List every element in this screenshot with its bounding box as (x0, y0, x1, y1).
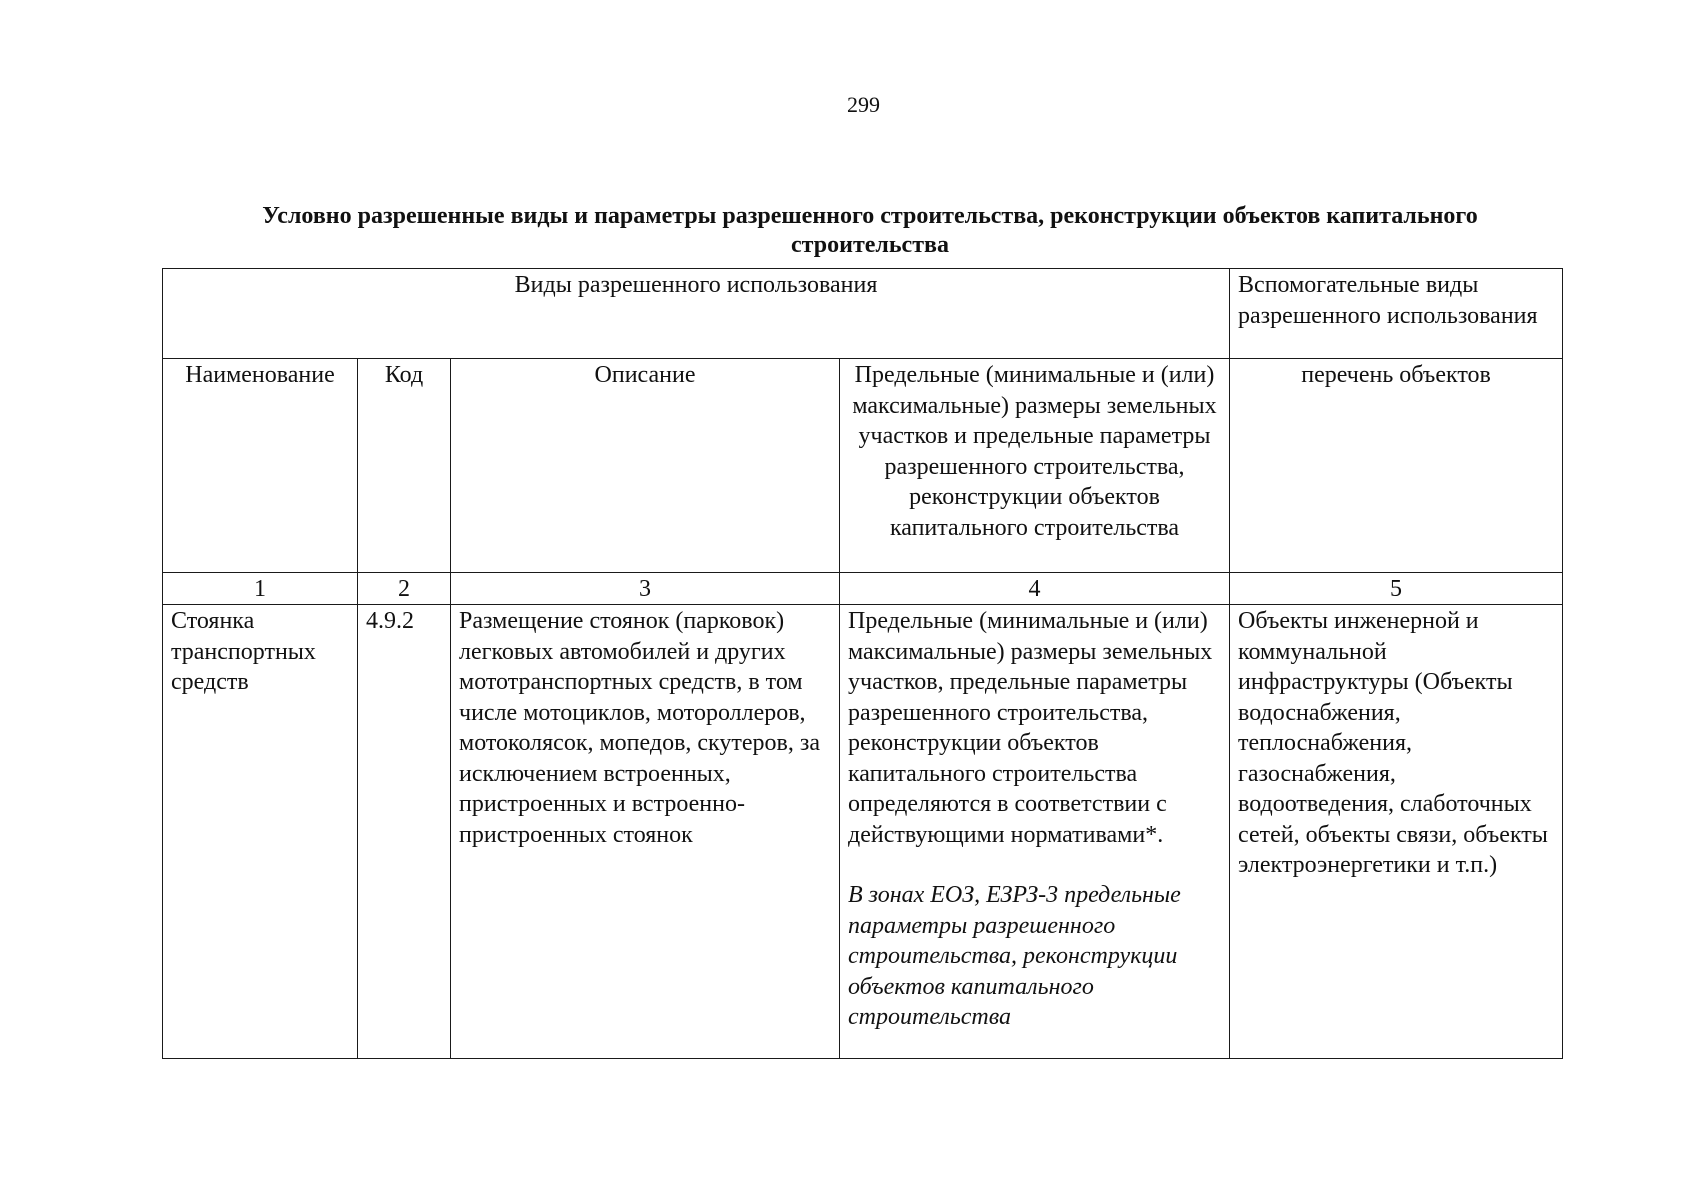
document-title-line-1: Условно разрешенные виды и параметры разрешенного строительства, реконструкции объектов капитального (262, 203, 1478, 229)
col-header-code: Код (358, 359, 451, 573)
permitted-use-table (162, 268, 1563, 1059)
cell-description: Размещение стоянок (парковок) легковых автомобилей и других мототранспортных средств, в том числе мотоциклов, мотороллеров, мотоколясок, мопедов, скутеров, за исключением встроенных, пристроенных и встроенно-пристроенных стоянок (451, 605, 840, 1059)
cell-name: Стоянка транспортных средств (163, 605, 358, 1059)
group-header-main: Виды разрешенного использования (163, 269, 1230, 359)
cell-limits-text: Предельные (минимальные и (или) максимальные) размеры земельных участков, предельные параметры разрешенного строительства, реконструкции объектов капитального строительства определяются в соответствии с действующими нормативами*. (848, 608, 1213, 848)
col-number: 2 (358, 573, 451, 605)
group-header-aux: Вспомогательные виды разрешенного использования (1230, 269, 1563, 359)
cell-limits-italic-text: В зонах ЕОЗ, ЕЗРЗ-3 предельные параметры разрешенного строительства, реконструкции объектов капитального строительства (848, 882, 1181, 1030)
col-header-name: Наименование (163, 359, 358, 573)
col-header-description: Описание (451, 359, 840, 573)
col-number: 5 (1230, 573, 1563, 605)
cell-code: 4.9.2 (358, 605, 451, 1059)
col-header-objects: перечень объектов (1230, 359, 1563, 573)
col-number: 1 (163, 573, 358, 605)
document-title-line-2: строительства (791, 232, 949, 258)
page-number: 299 (847, 92, 880, 117)
cell-limits (840, 605, 1230, 1059)
table-column-header-row (163, 359, 1563, 573)
table-group-header-row (163, 269, 1563, 359)
document-title (170, 202, 1570, 260)
col-number: 3 (451, 573, 840, 605)
col-header-limits: Предельные (минимальные и (или) максимальные) размеры земельных участков и предельные параметры разрешенного строительства, реконструкции объектов капитального строительства (840, 359, 1230, 573)
cell-objects: Объекты инженерной и коммунальной инфраструктуры (Объекты водоснабжения, теплоснабжения, газоснабжения, водоотведения, слаботочных сетей, объекты связи, объекты электроэнергетики и т.п.) (1230, 605, 1563, 1059)
col-number: 4 (840, 573, 1230, 605)
table-column-number-row (163, 573, 1563, 605)
table-row (163, 605, 1563, 1059)
